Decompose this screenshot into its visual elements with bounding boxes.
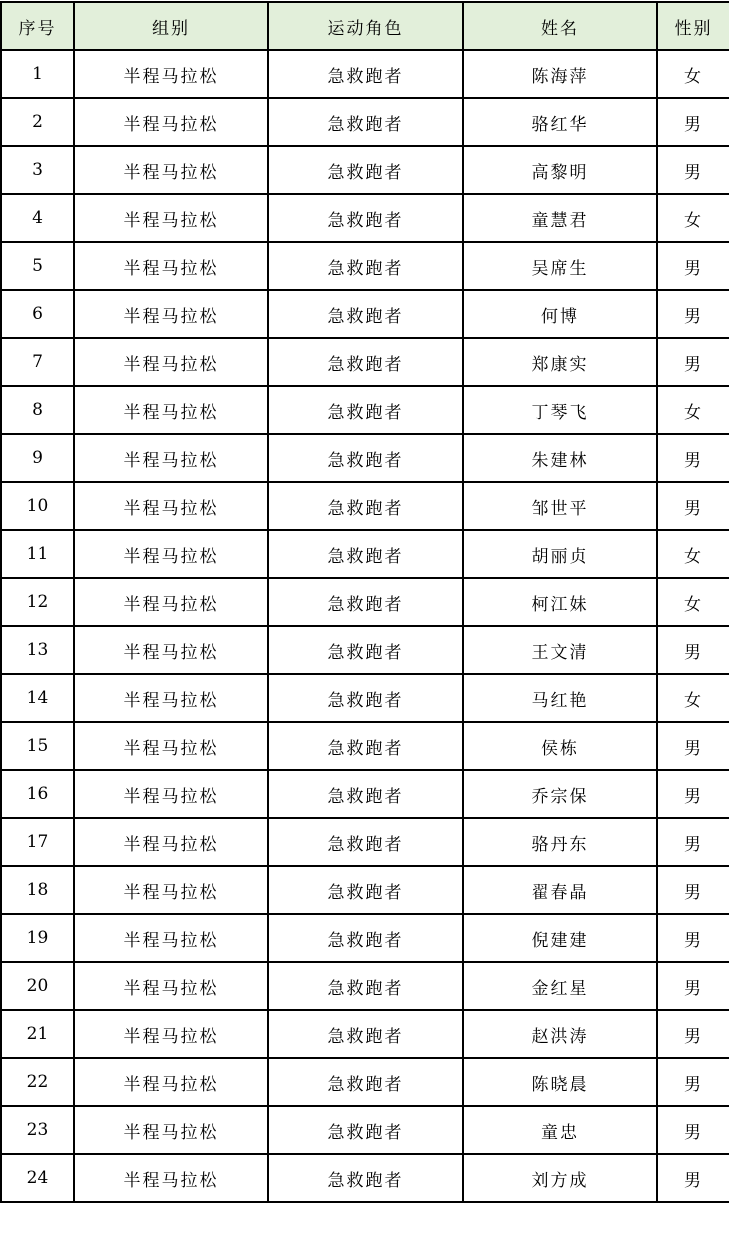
- cell-gender: 男: [657, 1058, 729, 1106]
- cell-name: 高黎明: [463, 146, 657, 194]
- table-row: [1, 770, 729, 818]
- cell-role: 急救跑者: [268, 194, 463, 242]
- cell-group: 半程马拉松: [74, 338, 268, 386]
- cell-name: 陈海萍: [463, 50, 657, 98]
- cell-name: 王文清: [463, 626, 657, 674]
- cell-name: 倪建建: [463, 914, 657, 962]
- cell-gender: 男: [657, 914, 729, 962]
- cell-group: 半程马拉松: [74, 1010, 268, 1058]
- cell-name: 金红星: [463, 962, 657, 1010]
- cell-group: 半程马拉松: [74, 386, 268, 434]
- table-row: [1, 482, 729, 530]
- cell-no: 15: [1, 722, 74, 770]
- cell-name: 侯栋: [463, 722, 657, 770]
- cell-gender: 女: [657, 674, 729, 722]
- cell-group: 半程马拉松: [74, 1058, 268, 1106]
- cell-role: 急救跑者: [268, 626, 463, 674]
- table-row: [1, 914, 729, 962]
- table-row: [1, 194, 729, 242]
- cell-no: 14: [1, 674, 74, 722]
- table-row: [1, 578, 729, 626]
- table-row: [1, 818, 729, 866]
- cell-role: 急救跑者: [268, 1154, 463, 1202]
- cell-no: 8: [1, 386, 74, 434]
- cell-role: 急救跑者: [268, 146, 463, 194]
- table-row: [1, 1058, 729, 1106]
- cell-group: 半程马拉松: [74, 1106, 268, 1154]
- cell-name: 刘方成: [463, 1154, 657, 1202]
- cell-gender: 男: [657, 1106, 729, 1154]
- cell-gender: 女: [657, 386, 729, 434]
- cell-role: 急救跑者: [268, 242, 463, 290]
- table-row: [1, 1154, 729, 1202]
- cell-no: 17: [1, 818, 74, 866]
- cell-no: 23: [1, 1106, 74, 1154]
- cell-name: 邹世平: [463, 482, 657, 530]
- cell-role: 急救跑者: [268, 338, 463, 386]
- cell-no: 16: [1, 770, 74, 818]
- table-row: [1, 674, 729, 722]
- cell-no: 20: [1, 962, 74, 1010]
- table-row: [1, 962, 729, 1010]
- cell-name: 丁琴飞: [463, 386, 657, 434]
- cell-name: 郑康实: [463, 338, 657, 386]
- cell-group: 半程马拉松: [74, 674, 268, 722]
- cell-gender: 男: [657, 818, 729, 866]
- table-row: [1, 386, 729, 434]
- roster-table: [0, 1, 729, 1203]
- table-row: [1, 1106, 729, 1154]
- cell-group: 半程马拉松: [74, 98, 268, 146]
- cell-no: 5: [1, 242, 74, 290]
- cell-group: 半程马拉松: [74, 242, 268, 290]
- cell-gender: 男: [657, 866, 729, 914]
- cell-group: 半程马拉松: [74, 770, 268, 818]
- cell-name: 陈晓晨: [463, 1058, 657, 1106]
- cell-no: 21: [1, 1010, 74, 1058]
- cell-role: 急救跑者: [268, 1106, 463, 1154]
- cell-gender: 男: [657, 962, 729, 1010]
- cell-role: 急救跑者: [268, 722, 463, 770]
- cell-group: 半程马拉松: [74, 626, 268, 674]
- cell-no: 19: [1, 914, 74, 962]
- cell-name: 马红艳: [463, 674, 657, 722]
- cell-role: 急救跑者: [268, 1010, 463, 1058]
- cell-role: 急救跑者: [268, 962, 463, 1010]
- cell-no: 10: [1, 482, 74, 530]
- cell-name: 何博: [463, 290, 657, 338]
- cell-no: 6: [1, 290, 74, 338]
- cell-role: 急救跑者: [268, 866, 463, 914]
- cell-no: 7: [1, 338, 74, 386]
- cell-no: 1: [1, 50, 74, 98]
- cell-gender: 女: [657, 50, 729, 98]
- cell-group: 半程马拉松: [74, 146, 268, 194]
- cell-role: 急救跑者: [268, 770, 463, 818]
- cell-role: 急救跑者: [268, 386, 463, 434]
- cell-gender: 男: [657, 98, 729, 146]
- cell-group: 半程马拉松: [74, 818, 268, 866]
- cell-name: 胡丽贞: [463, 530, 657, 578]
- cell-role: 急救跑者: [268, 818, 463, 866]
- cell-no: 9: [1, 434, 74, 482]
- cell-group: 半程马拉松: [74, 722, 268, 770]
- table-row: [1, 338, 729, 386]
- cell-no: 22: [1, 1058, 74, 1106]
- cell-role: 急救跑者: [268, 914, 463, 962]
- cell-group: 半程马拉松: [74, 194, 268, 242]
- cell-gender: 男: [657, 1010, 729, 1058]
- cell-name: 乔宗保: [463, 770, 657, 818]
- cell-name: 童忠: [463, 1106, 657, 1154]
- cell-group: 半程马拉松: [74, 50, 268, 98]
- cell-group: 半程马拉松: [74, 866, 268, 914]
- cell-gender: 女: [657, 578, 729, 626]
- header-row: [1, 2, 729, 50]
- cell-no: 11: [1, 530, 74, 578]
- cell-name: 吴席生: [463, 242, 657, 290]
- cell-group: 半程马拉松: [74, 434, 268, 482]
- table-header: [1, 2, 729, 50]
- header-group: 组别: [74, 2, 268, 50]
- cell-no: 4: [1, 194, 74, 242]
- cell-gender: 男: [657, 626, 729, 674]
- cell-gender: 女: [657, 530, 729, 578]
- cell-name: 朱建林: [463, 434, 657, 482]
- cell-group: 半程马拉松: [74, 290, 268, 338]
- header-name: 姓名: [463, 2, 657, 50]
- cell-name: 骆丹东: [463, 818, 657, 866]
- cell-gender: 男: [657, 146, 729, 194]
- cell-role: 急救跑者: [268, 98, 463, 146]
- cell-role: 急救跑者: [268, 674, 463, 722]
- table-row: [1, 290, 729, 338]
- cell-role: 急救跑者: [268, 530, 463, 578]
- table-row: [1, 866, 729, 914]
- header-gender: 性别: [657, 2, 729, 50]
- cell-role: 急救跑者: [268, 1058, 463, 1106]
- table-row: [1, 530, 729, 578]
- table-row: [1, 722, 729, 770]
- cell-no: 12: [1, 578, 74, 626]
- cell-name: 骆红华: [463, 98, 657, 146]
- header-role: 运动角色: [268, 2, 463, 50]
- cell-gender: 男: [657, 1154, 729, 1202]
- header-no: 序号: [1, 2, 74, 50]
- cell-no: 24: [1, 1154, 74, 1202]
- cell-group: 半程马拉松: [74, 1154, 268, 1202]
- cell-name: 赵洪涛: [463, 1010, 657, 1058]
- cell-no: 3: [1, 146, 74, 194]
- cell-name: 翟春晶: [463, 866, 657, 914]
- cell-name: 童慧君: [463, 194, 657, 242]
- cell-gender: 男: [657, 290, 729, 338]
- cell-gender: 男: [657, 482, 729, 530]
- cell-gender: 男: [657, 770, 729, 818]
- cell-role: 急救跑者: [268, 578, 463, 626]
- cell-group: 半程马拉松: [74, 962, 268, 1010]
- cell-group: 半程马拉松: [74, 914, 268, 962]
- cell-no: 18: [1, 866, 74, 914]
- table-row: [1, 1010, 729, 1058]
- table-row: [1, 242, 729, 290]
- cell-no: 13: [1, 626, 74, 674]
- cell-gender: 男: [657, 722, 729, 770]
- cell-role: 急救跑者: [268, 290, 463, 338]
- cell-gender: 女: [657, 194, 729, 242]
- cell-group: 半程马拉松: [74, 482, 268, 530]
- table-body: [1, 50, 729, 1202]
- cell-gender: 男: [657, 338, 729, 386]
- table-row: [1, 98, 729, 146]
- cell-role: 急救跑者: [268, 482, 463, 530]
- cell-name: 柯江妹: [463, 578, 657, 626]
- table-row: [1, 146, 729, 194]
- cell-role: 急救跑者: [268, 434, 463, 482]
- cell-gender: 男: [657, 434, 729, 482]
- cell-role: 急救跑者: [268, 50, 463, 98]
- cell-group: 半程马拉松: [74, 578, 268, 626]
- table-row: [1, 50, 729, 98]
- cell-group: 半程马拉松: [74, 530, 268, 578]
- table-row: [1, 626, 729, 674]
- cell-no: 2: [1, 98, 74, 146]
- table-row: [1, 434, 729, 482]
- cell-gender: 男: [657, 242, 729, 290]
